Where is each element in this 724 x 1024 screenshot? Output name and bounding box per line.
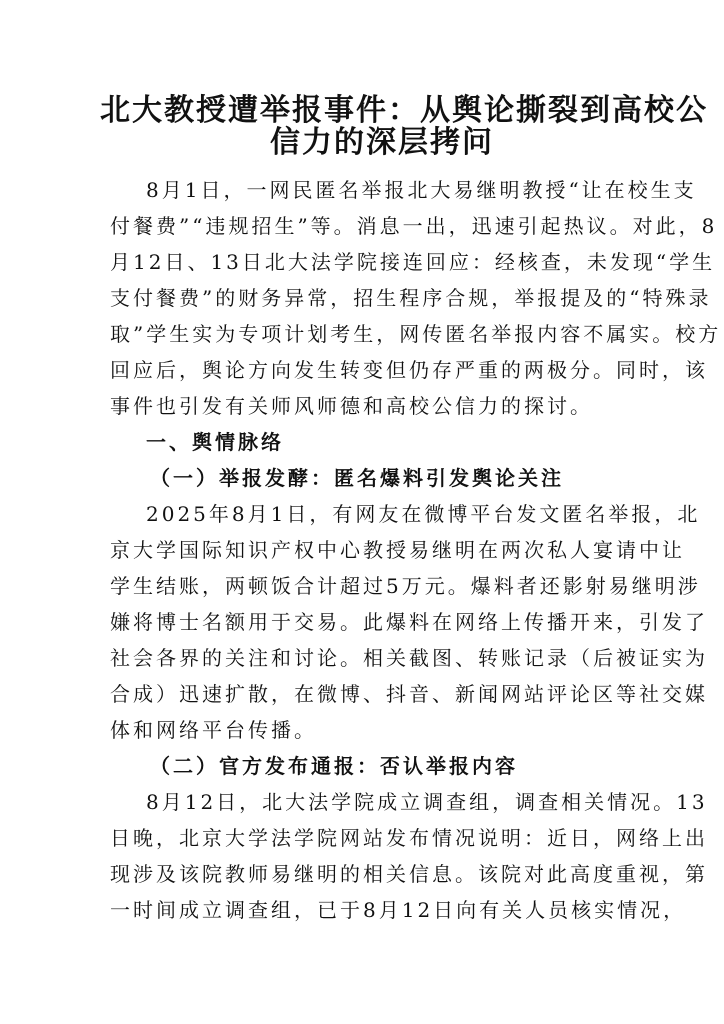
subsection-heading: （二）官方发布通报：否认举报内容 — [150, 754, 518, 778]
text-line: 一时间成立调查组，已于8月12日向有关人员核实情况， — [110, 898, 687, 922]
text-line: 学生结账，两顿饭合计超过5万元。爆料者还影射易继明涉 — [110, 574, 701, 598]
text-line: 现涉及该院教师易继明的相关信息。该院对此高度重视，第 — [110, 862, 708, 886]
text-line: 8月1日，一网民匿名举报北大易继明教授“让在校生支 — [146, 178, 697, 202]
text-line: 月12日、13日北大法学院接连回应：经核查，未发现“学生 — [110, 250, 716, 274]
paragraph-official — [110, 784, 708, 928]
paragraph-intro — [110, 172, 722, 424]
text-line: 体和网络平台传播。 — [110, 718, 317, 742]
document-body — [110, 172, 722, 928]
text-line: 回应后，舆论方向发生转变但仍存严重的两极分。同时，该 — [110, 358, 708, 382]
document-title-line-1: 北大教授遭举报事件：从舆论撕裂到高校公 — [100, 93, 708, 128]
paragraph-report — [110, 496, 708, 748]
text-line: 京大学国际知识产权中心教授易继明在两次私人宴请中让 — [110, 538, 685, 562]
section-heading: 一、舆情脉络 — [146, 430, 284, 454]
text-line: 合成）迅速扩散，在微博、抖音、新闻网站评论区等社交媒 — [110, 682, 708, 706]
text-line: 社会各界的关注和讨论。相关截图、转账记录（后被证实为 — [110, 646, 708, 670]
document-title-line-2: 信力的深层拷问 — [270, 125, 494, 160]
text-line: 嫌将博士名额用于交易。此爆料在网络上传播开来，引发了 — [110, 610, 708, 634]
text-line: 支付餐费”的财务异常，招生程序合规，举报提及的“特殊录 — [110, 286, 712, 310]
text-line: 取”学生实为专项计划考生，网传匿名举报内容不属实。校方 — [110, 322, 722, 346]
text-line: 8月12日，北大法学院成立调查组，调查相关情况。13 — [146, 790, 708, 814]
subsection-heading: （一）举报发酵：匿名爆料引发舆论关注 — [150, 466, 564, 490]
text-line: 事件也引发有关师风师德和高校公信力的探讨。 — [110, 394, 593, 418]
text-line: 日晚，北京大学法学院网站发布情况说明：近日，网络上出 — [110, 826, 708, 850]
text-line: 付餐费”“违规招生”等。消息一出，迅速引起热议。对此，8 — [110, 214, 718, 238]
text-line: 2025年8月1日，有网友在微博平台发文匿名举报，北 — [146, 502, 701, 526]
